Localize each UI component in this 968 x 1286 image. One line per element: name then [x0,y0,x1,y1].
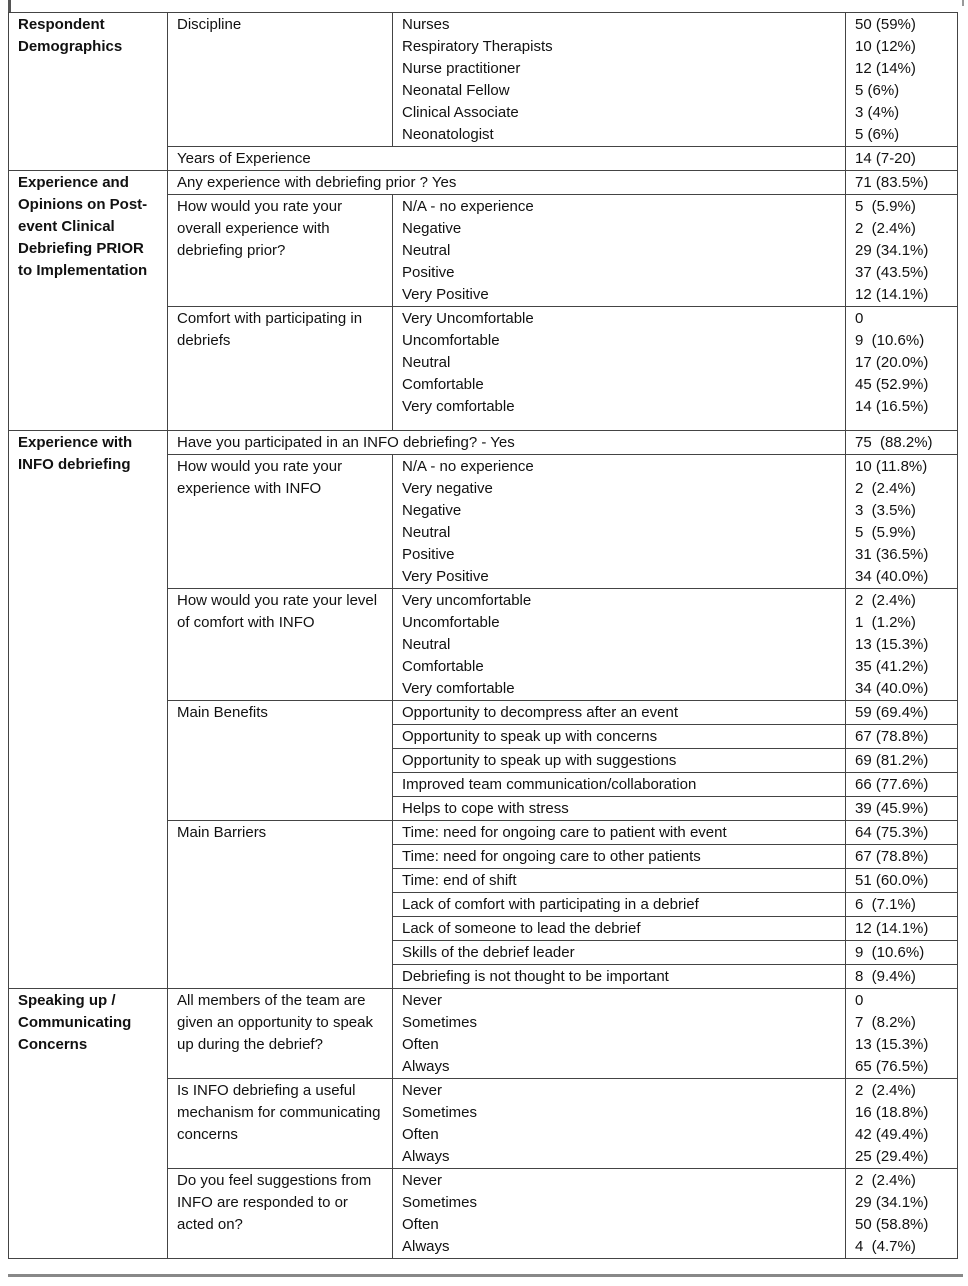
response-option: Neutral [402,636,451,653]
response-values [846,455,958,589]
response-value: 9 (10.6%) [855,332,925,349]
response-value: 34 (40.0%) [855,568,929,585]
section-title: Respondent Demographics [9,13,168,171]
response-options [393,989,846,1079]
response-value: 14 (7-20) [855,150,916,167]
response-value: 5 (6%) [855,82,900,99]
response-option: Positive [402,264,455,281]
response-option: Always [402,1058,450,1075]
response-option: Neonatologist [402,126,494,143]
response-option: Always [402,1238,450,1255]
table-row [9,989,958,1079]
response-option: Lack of someone to lead the debrief [393,917,846,941]
response-value: 50 (59%) [855,16,916,33]
response-value: 3 (3.5%) [855,502,916,519]
response-option: Uncomfortable [402,332,500,349]
response-value: 71 (83.5%) [855,174,929,191]
response-values [846,589,958,701]
response-value: 35 (41.2%) [855,658,929,675]
response-value: 67 (78.8%) [846,845,958,869]
response-value: 16 (18.8%) [855,1104,929,1121]
response-value: 4 (4.7%) [855,1238,916,1255]
response-options [393,1169,846,1259]
response-option: Uncomfortable [402,614,500,631]
response-value: 2 (2.4%) [855,220,916,237]
response-value: 34 (40.0%) [855,680,929,697]
response-values [846,307,958,431]
response-option: Very uncomfortable [402,592,532,609]
response-option: Neutral [402,524,451,541]
response-option: Opportunity to speak up with suggestions [393,749,846,773]
response-option: Very negative [402,480,493,497]
response-option: Time: need for ongoing care to other patients [393,845,846,869]
response-value: 59 (69.4%) [846,701,958,725]
response-options [393,195,846,307]
response-option: Neutral [402,242,451,259]
response-option: Very Uncomfortable [402,310,534,327]
response-option: Clinical Associate [402,104,519,121]
table-row [9,13,958,147]
response-option: Helps to cope with stress [393,797,846,821]
response-option: Positive [402,546,455,563]
response-value: 25 (29.4%) [855,1148,929,1165]
response-value: 3 (4%) [855,104,900,121]
response-value: 6 (7.1%) [846,893,958,917]
response-option: Always [402,1148,450,1165]
response-options [393,1079,846,1169]
response-option: N/A - no experience [402,458,534,475]
section-title: Speaking up / Communicating Concerns [9,989,168,1259]
response-value: 66 (77.6%) [846,773,958,797]
response-option: Nurses [402,16,450,33]
response-value: 7 (8.2%) [855,1014,916,1031]
response-value: 5 (6%) [855,126,900,143]
response-value: 29 (34.1%) [855,1194,929,1211]
response-option: Opportunity to decompress after an event [393,701,846,725]
response-value: 0 [855,992,864,1009]
question-label: Years of Experience [168,147,846,171]
response-value: 75 (88.2%) [855,434,933,451]
response-values [846,1079,958,1169]
response-option: Negative [402,220,462,237]
page-edge-mark [8,0,11,12]
response-values [846,195,958,307]
response-value: 12 (14.1%) [846,917,958,941]
response-value: 13 (15.3%) [855,1036,929,1053]
response-option: Skills of the debrief leader [393,941,846,965]
question-label: All members of the team are given an opportunity to speak up during the debrief? [168,989,393,1079]
question-label: Have you participated in an INFO debriefing? - Yes [168,431,846,455]
page-bottom-rule [8,1274,963,1277]
response-value: 13 (15.3%) [855,636,929,653]
response-option: Never [402,1172,443,1189]
response-options [393,13,846,147]
response-option: Very comfortable [402,680,515,697]
question-label: Do you feel suggestions from INFO are responded to or acted on? [168,1169,393,1259]
response-value: 2 (2.4%) [855,480,916,497]
response-value: 69 (81.2%) [846,749,958,773]
response-value: 67 (78.8%) [846,725,958,749]
response-value: 37 (43.5%) [855,264,929,281]
response-option: Very Positive [402,568,489,585]
response-value: 10 (12%) [855,38,916,55]
response-value: 1 (1.2%) [855,614,916,631]
response-value: 0 [855,310,864,327]
question-label: Main Barriers [168,821,393,989]
question-label: Discipline [168,13,393,147]
response-option: Time: end of shift [393,869,846,893]
response-value: 17 (20.0%) [855,354,929,371]
response-value: 50 (58.8%) [855,1216,929,1233]
response-value: 2 (2.4%) [855,1172,916,1189]
response-option: N/A - no experience [402,198,534,215]
response-value: 51 (60.0%) [846,869,958,893]
response-value: 9 (10.6%) [846,941,958,965]
response-value: 12 (14%) [855,60,916,77]
table-row [9,171,958,195]
response-option: Often [402,1216,439,1233]
question-label: Any experience with debriefing prior ? Yes [168,171,846,195]
response-value: 8 (9.4%) [846,965,958,989]
response-value: 5 (5.9%) [855,524,916,541]
response-option: Improved team communication/collaboration [393,773,846,797]
response-values [846,1169,958,1259]
response-option: Sometimes [402,1194,478,1211]
question-label: Main Benefits [168,701,393,821]
response-values [846,171,958,195]
response-option: Never [402,1082,443,1099]
response-option: Time: need for ongoing care to patient with event [393,821,846,845]
response-value: 14 (16.5%) [855,398,929,415]
response-option: Often [402,1126,439,1143]
response-option: Negative [402,502,462,519]
response-option: Nurse practitioner [402,60,521,77]
response-values [846,431,958,455]
survey-results-table [8,12,958,1259]
response-option: Comfortable [402,658,484,675]
response-options [393,455,846,589]
response-option: Opportunity to speak up with concerns [393,725,846,749]
response-option: Sometimes [402,1104,478,1121]
response-value: 29 (34.1%) [855,242,929,259]
response-value: 2 (2.4%) [855,1082,916,1099]
response-values [846,989,958,1079]
response-option: Never [402,992,443,1009]
response-value: 12 (14.1%) [855,286,929,303]
response-value: 39 (45.9%) [846,797,958,821]
response-option: Neutral [402,354,451,371]
response-option: Comfortable [402,376,484,393]
response-value: 2 (2.4%) [855,592,916,609]
question-label: How would you rate your overall experience with debriefing prior? [168,195,393,307]
question-label: Is INFO debriefing a useful mechanism for communicating concerns [168,1079,393,1169]
response-value: 31 (36.5%) [855,546,929,563]
section-title: Experience with INFO debriefing [9,431,168,989]
response-options [393,307,846,431]
response-option: Neonatal Fellow [402,82,510,99]
response-option: Very Positive [402,286,489,303]
response-option: Very comfortable [402,398,515,415]
response-value: 5 (5.9%) [855,198,916,215]
question-label: How would you rate your experience with INFO [168,455,393,589]
question-label: Comfort with participating in debriefs [168,307,393,431]
response-option: Often [402,1036,439,1053]
response-value: 65 (76.5%) [855,1058,929,1075]
response-value: 45 (52.9%) [855,376,929,393]
response-option: Lack of comfort with participating in a debrief [393,893,846,917]
page-edge-mark [962,0,964,6]
response-value: 42 (49.4%) [855,1126,929,1143]
response-value: 10 (11.8%) [855,458,928,475]
response-values [846,147,958,171]
question-label: How would you rate your level of comfort with INFO [168,589,393,701]
response-option: Debriefing is not thought to be important [393,965,846,989]
response-values [846,13,958,147]
response-option: Respiratory Therapists [402,38,553,55]
table-row [9,431,958,455]
section-title: Experience and Opinions on Post-event Clinical Debriefing PRIOR to Implementation [9,171,168,431]
response-options [393,589,846,701]
response-value: 64 (75.3%) [846,821,958,845]
response-option: Sometimes [402,1014,478,1031]
